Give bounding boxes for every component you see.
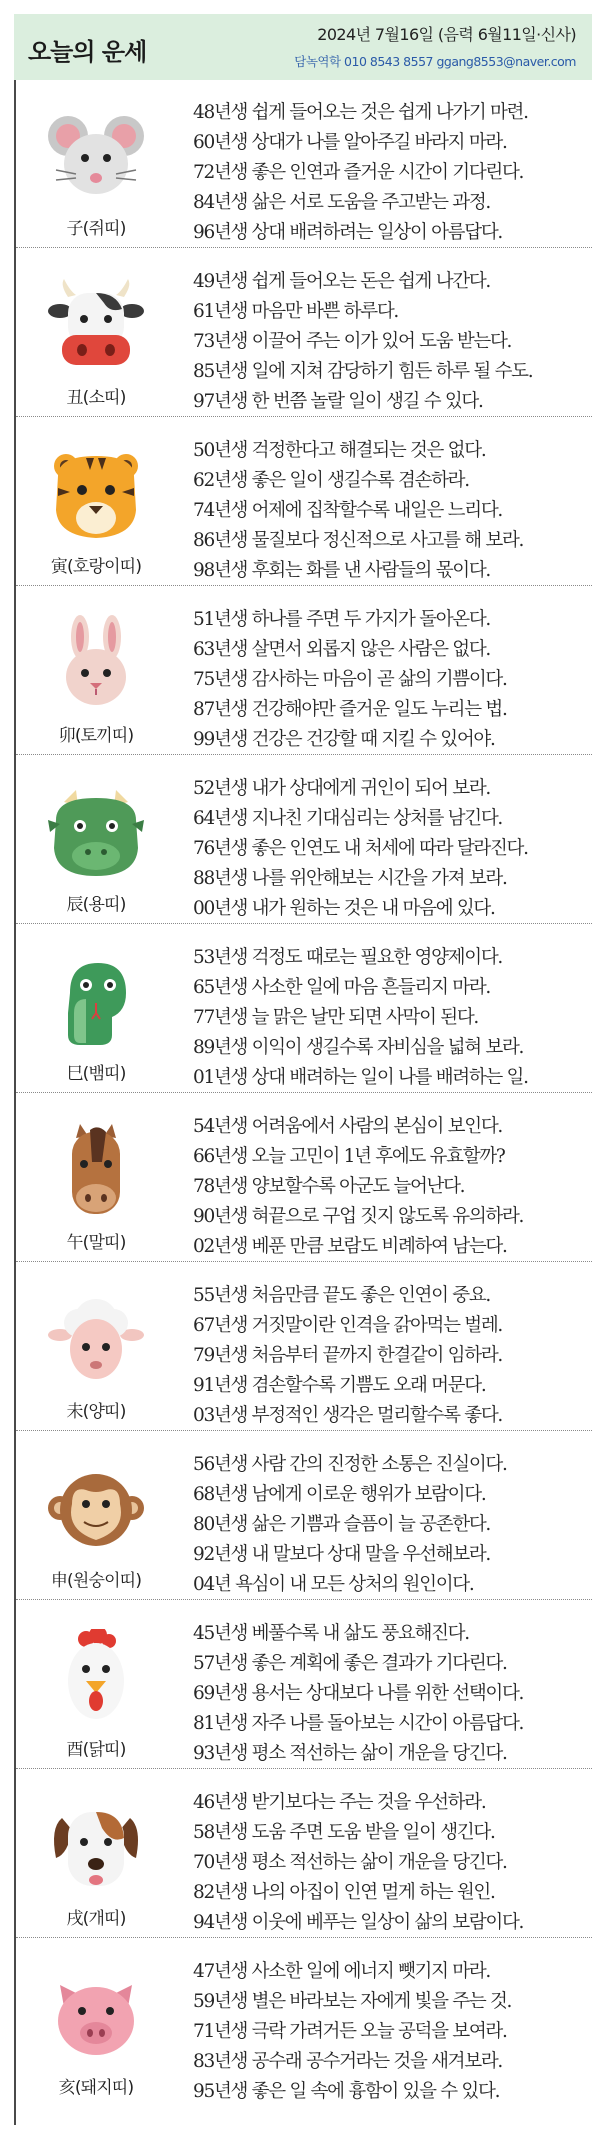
zodiac-section <box>16 1432 592 1600</box>
fortune-line: 68년생 남에게 이로운 행위가 보람이다. <box>193 1484 486 1505</box>
section-divider <box>16 923 592 924</box>
fortune-line: 57년생 좋은 계획에 좋은 결과가 기다린다. <box>193 1653 507 1674</box>
fortune-line: 80년생 삶은 기쁨과 슬픔이 늘 공존한다. <box>193 1514 490 1535</box>
contact-line: 담녹역학 010 8543 8557 ggang8553@naver.com <box>294 54 576 69</box>
fortune-line: 94년생 이웃에 베푸는 일상이 삶의 보람이다. <box>193 1912 524 1933</box>
page-title: 오늘의 운세 <box>28 38 147 66</box>
fortune-line: 89년생 이익이 생길수록 자비심을 넓혀 보라. <box>193 1037 524 1058</box>
fortune-line: 86년생 물질보다 정신적으로 사고를 해 보라. <box>193 530 524 551</box>
zodiac-label: 戌(개띠) <box>66 1909 126 1929</box>
fortune-line: 84년생 삶은 서로 도움을 주고받는 과정. <box>193 192 490 213</box>
rooster-icon <box>46 1629 146 1725</box>
section-divider <box>16 585 592 586</box>
fortune-line: 87년생 건강해야만 즐거운 일도 누리는 법. <box>193 699 507 720</box>
fortune-lines <box>193 1619 593 1769</box>
pig-icon <box>46 1967 146 2063</box>
zodiac-section <box>16 756 592 924</box>
fortune-line: 96년생 상대 배려하려는 일상이 아름답다. <box>193 222 502 243</box>
fortune-line: 81년생 자주 나를 돌아보는 시간이 아름답다. <box>193 1713 524 1734</box>
header-banner <box>14 14 592 80</box>
fortune-line: 82년생 나의 아집이 인연 멀게 하는 원인. <box>193 1882 495 1903</box>
horse-icon <box>46 1122 146 1218</box>
fortune-line: 90년생 혀끝으로 구업 짓지 않도록 유의하라. <box>193 1206 524 1227</box>
rat-icon <box>46 108 146 204</box>
fortune-line: 00년생 내가 원하는 것은 내 마음에 있다. <box>193 898 495 919</box>
section-divider <box>16 1599 592 1600</box>
fortune-line: 62년생 좋은 일이 생길수록 겸손하라. <box>193 470 469 491</box>
section-divider <box>16 416 592 417</box>
fortune-lines <box>193 774 593 924</box>
fortune-line: 91년생 겸손할수록 기쁨도 오래 머문다. <box>193 1375 486 1396</box>
zodiac-label: 寅(호랑이띠) <box>50 557 142 577</box>
fortune-line: 46년생 받기보다는 주는 것을 우선하라. <box>193 1792 486 1813</box>
zodiac-label: 申(원숭이띠) <box>50 1571 142 1591</box>
zodiac-section <box>16 925 592 1093</box>
fortune-line: 67년생 거짓말이란 인격을 갉아먹는 벌레. <box>193 1315 502 1336</box>
section-divider <box>16 247 592 248</box>
fortune-line: 54년생 어려움에서 사람의 본심이 보인다. <box>193 1116 502 1137</box>
fortune-line: 88년생 나를 위안해보는 시간을 가져 보라. <box>193 868 507 889</box>
fortune-line: 63년생 살면서 외롭지 않은 사람은 없다. <box>193 639 490 660</box>
fortune-lines <box>193 1112 593 1262</box>
fortune-line: 92년생 내 말보다 상대 말을 우선해보라. <box>193 1544 490 1565</box>
fortune-line: 83년생 공수래 공수거라는 것을 새겨보라. <box>193 2051 502 2072</box>
fortune-line: 85년생 일에 지쳐 감당하기 힘든 하루 될 수도. <box>193 361 533 382</box>
fortune-line: 51년생 하나를 주면 두 가지가 돌아온다. <box>193 609 490 630</box>
zodiac-label: 辰(용띠) <box>66 895 126 915</box>
fortune-line: 77년생 늘 맑은 날만 되면 사막이 된다. <box>193 1007 479 1028</box>
fortune-line: 04년 욕심이 내 모든 상처의 원인이다. <box>193 1574 474 1595</box>
fortune-lines <box>193 1788 593 1938</box>
zodiac-section <box>16 418 592 586</box>
zodiac-section <box>16 1770 592 1938</box>
fortune-line: 76년생 좋은 인연도 내 처세에 따라 달라진다. <box>193 838 528 859</box>
monkey-icon <box>46 1460 146 1556</box>
fortune-lines <box>193 1957 593 2107</box>
zodiac-label: 丑(소띠) <box>66 388 126 408</box>
zodiac-section <box>16 249 592 417</box>
fortune-line: 60년생 상대가 나를 알아주길 바라지 마라. <box>193 132 507 153</box>
fortune-line: 95년생 좋은 일 속에 흉함이 있을 수 있다. <box>193 2081 500 2102</box>
section-divider <box>16 1430 592 1431</box>
fortune-line: 93년생 평소 적선하는 삶이 개운을 당긴다. <box>193 1743 507 1764</box>
fortune-line: 47년생 사소한 일에 에너지 뺏기지 마라. <box>193 1961 490 1982</box>
zodiac-section <box>16 1939 592 2107</box>
zodiac-label: 亥(돼지띠) <box>58 2078 134 2098</box>
fortune-line: 48년생 쉽게 들어오는 것은 쉽게 나가기 마련. <box>193 102 528 123</box>
fortune-lines <box>193 436 593 586</box>
zodiac-section <box>16 80 592 248</box>
zodiac-section <box>16 1601 592 1769</box>
fortune-line: 50년생 걱정한다고 해결되는 것은 없다. <box>193 440 486 461</box>
fortune-line: 75년생 감사하는 마음이 곧 삶의 기쁨이다. <box>193 669 507 690</box>
fortune-line: 72년생 좋은 인연과 즐거운 시간이 기다린다. <box>193 162 524 183</box>
fortune-line: 01년생 상대 배려하는 일이 나를 배려하는 일. <box>193 1067 528 1088</box>
zodiac-label: 巳(뱀띠) <box>66 1064 126 1084</box>
fortune-line: 45년생 베풀수록 내 삶도 풍요해진다. <box>193 1623 469 1644</box>
fortune-line: 73년생 이끌어 주는 이가 있어 도움 받는다. <box>193 331 512 352</box>
fortune-line: 79년생 처음부터 끝까지 한결같이 임하라. <box>193 1345 502 1366</box>
fortune-line: 74년생 어제에 집착할수록 내일은 느리다. <box>193 500 502 521</box>
fortune-line: 78년생 양보할수록 아군도 늘어난다. <box>193 1176 465 1197</box>
section-divider <box>16 1768 592 1769</box>
fortune-line: 97년생 한 번쯤 놀랄 일이 생길 수 있다. <box>193 391 483 412</box>
fortune-line: 49년생 쉽게 들어오는 돈은 쉽게 나간다. <box>193 271 490 292</box>
section-divider <box>16 754 592 755</box>
fortune-line: 55년생 처음만큼 끝도 좋은 인연이 중요. <box>193 1285 490 1306</box>
rabbit-icon <box>46 615 146 711</box>
fortune-line: 69년생 용서는 상대보다 나를 위한 선택이다. <box>193 1683 524 1704</box>
section-divider <box>16 1261 592 1262</box>
zodiac-label: 午(말띠) <box>66 1233 126 1253</box>
fortune-line: 56년생 사람 간의 진정한 소통은 진실이다. <box>193 1454 507 1475</box>
zodiac-section <box>16 1263 592 1431</box>
fortune-lines <box>193 98 593 248</box>
zodiac-label: 子(쥐띠) <box>66 219 126 239</box>
fortune-line: 61년생 마음만 바쁜 하루다. <box>193 301 398 322</box>
date-line: 2024년 7월16일 (음력 6월11일·신사) <box>317 25 576 44</box>
zodiac-label: 酉(닭띠) <box>66 1740 126 1760</box>
fortune-line: 52년생 내가 상대에게 귀인이 되어 보라. <box>193 778 490 799</box>
fortune-lines <box>193 1450 593 1600</box>
dog-icon <box>46 1798 146 1894</box>
fortune-line: 71년생 극락 가려거든 오늘 공덕을 보여라. <box>193 2021 507 2042</box>
fortune-line: 58년생 도움 주면 도움 받을 일이 생긴다. <box>193 1822 495 1843</box>
fortune-line: 64년생 지나친 기대심리는 상처를 남긴다. <box>193 808 502 829</box>
fortune-line: 03년생 부정적인 생각은 멀리할수록 좋다. <box>193 1405 502 1426</box>
section-divider <box>16 1937 592 1938</box>
fortune-line: 65년생 사소한 일에 마음 흔들리지 마라. <box>193 977 490 998</box>
fortune-lines <box>193 1281 593 1431</box>
fortune-line: 53년생 걱정도 때로는 필요한 영양제이다. <box>193 947 502 968</box>
fortune-line: 02년생 베푼 만큼 보람도 비례하여 남는다. <box>193 1236 507 1257</box>
zodiac-label: 卯(토끼띠) <box>58 726 134 746</box>
fortune-line: 59년생 별은 바라보는 자에게 빛을 주는 것. <box>193 1991 512 2012</box>
fortune-lines <box>193 943 593 1093</box>
fortune-line: 66년생 오늘 고민이 1년 후에도 유효할까? <box>193 1146 505 1167</box>
ox-icon <box>46 277 146 373</box>
snake-icon <box>46 953 146 1049</box>
tiger-icon <box>46 446 146 542</box>
fortune-line: 70년생 평소 적선하는 삶이 개운을 당긴다. <box>193 1852 507 1873</box>
fortune-lines <box>193 605 593 755</box>
dragon-icon <box>46 784 146 880</box>
zodiac-section <box>16 587 592 755</box>
fortune-line: 98년생 후회는 화를 낸 사람들의 몫이다. <box>193 560 490 581</box>
fortune-lines <box>193 267 593 417</box>
zodiac-label: 未(양띠) <box>66 1402 126 1422</box>
sheep-icon <box>46 1291 146 1387</box>
section-divider <box>16 1092 592 1093</box>
fortune-line: 99년생 건강은 건강할 때 지킬 수 있어야. <box>193 729 495 750</box>
zodiac-section <box>16 1094 592 1262</box>
